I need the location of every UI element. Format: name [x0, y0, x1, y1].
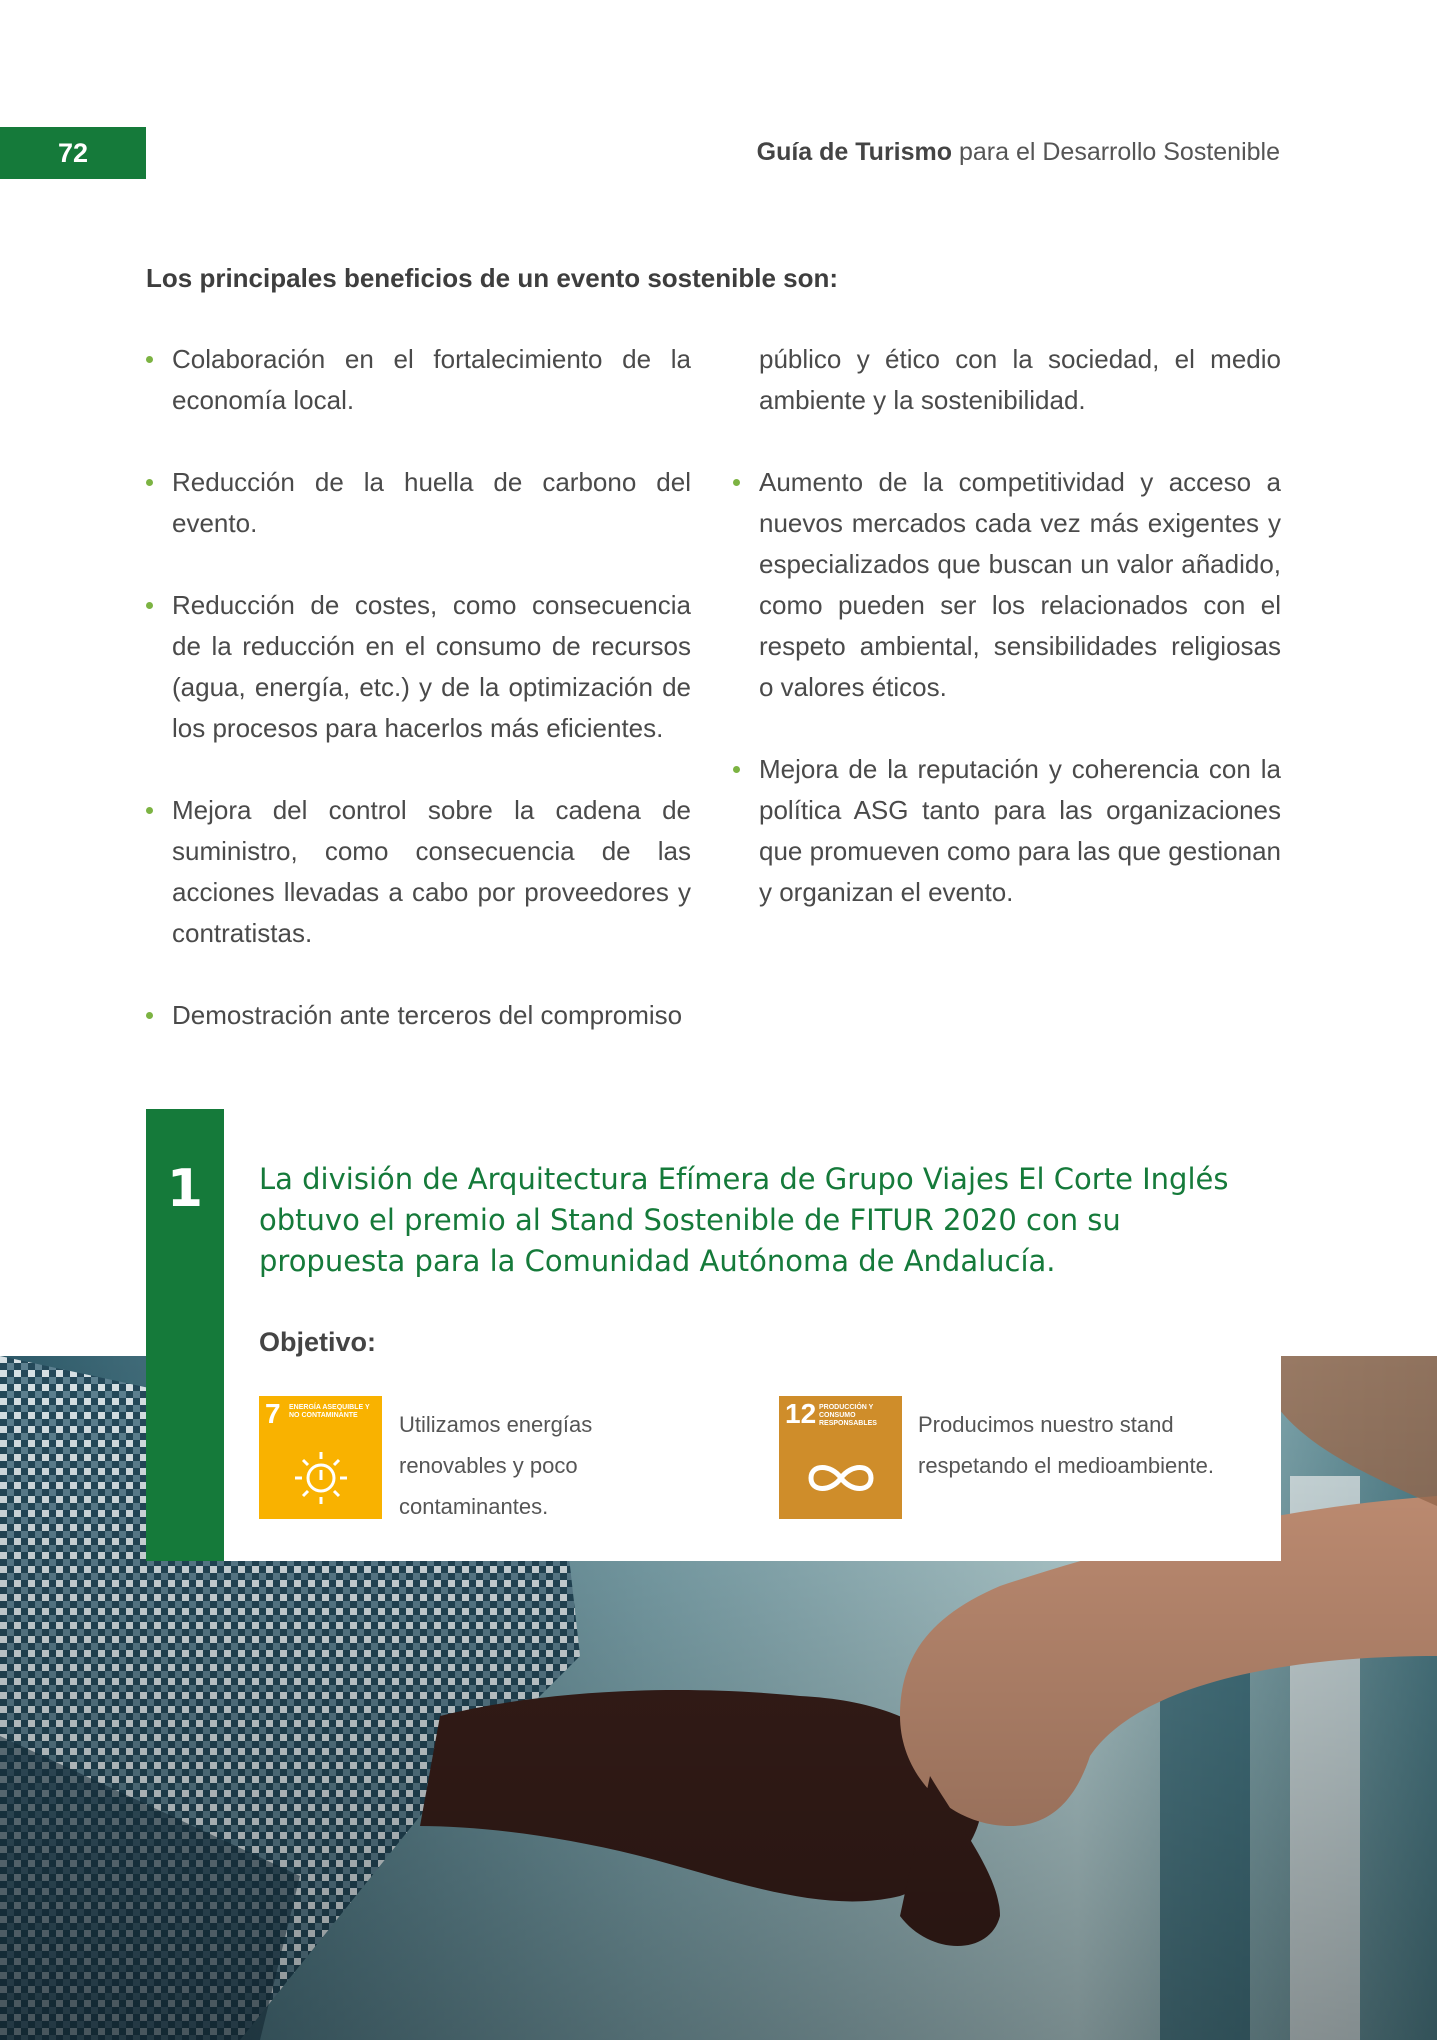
bullet-item: Mejora de la reputación y coherencia con la política ASG tanto para las organizaciones que promueven como para las que gestionan y organizan el evento.	[733, 749, 1281, 913]
sdg-7-text: Utilizamos energías renovables y poco contaminantes.	[399, 1412, 593, 1519]
sdg-12-text: Producimos nuestro stand respetando el medioambiente.	[918, 1412, 1214, 1478]
sdg-7-badge	[259, 1396, 382, 1519]
case-study-bar	[146, 1109, 224, 1561]
objective-label: Objetivo:	[259, 1327, 377, 1357]
infinity-loop-icon	[779, 1396, 902, 1519]
header-title-bold: Guía de Turismo	[756, 138, 953, 166]
section-heading: Los principales beneficios de un evento sostenible son:	[146, 263, 839, 293]
bullet-item: Demostración ante terceros del compromiso	[146, 995, 691, 1036]
case-study-number: 1	[166, 1159, 204, 1219]
sdg-12-badge	[779, 1396, 902, 1519]
page-number: 72	[57, 137, 89, 168]
right-column	[733, 339, 1281, 954]
sun-power-icon	[259, 1396, 382, 1519]
bullet-item: Aumento de la competitividad y acceso a nuevos mercados cada vez más exigentes y especializados que buscan un valor añadido, como pueden ser los relacionados con el respeto ambiental, sensibilidades religiosas o valores éticos.	[733, 462, 1281, 708]
case-study-box	[146, 1109, 1281, 1561]
bullet-item: Mejora del control sobre la cadena de suministro, como consecuencia de las acciones llevadas a cabo por proveedores y contratistas.	[146, 790, 691, 954]
bullet-item: Colaboración en el fortalecimiento de la economía local.	[146, 339, 691, 421]
sdg-7-label: ENERGÍA ASEQUIBLE Y NO CONTAMINANTE	[289, 1404, 370, 1419]
bullet-item: Reducción de costes, como consecuencia de la reducción en el consumo de recursos (agua, energía, etc.) y de la optimización de los procesos para hacerlos más eficientes.	[146, 585, 691, 749]
sdg-12-label: PRODUCCIÓN Y CONSUMO RESPONSABLES	[819, 1404, 877, 1427]
header-title-rest: para el Desarrollo Sostenible	[952, 138, 1280, 166]
sdg-7-number: 7	[265, 1398, 281, 1429]
left-column	[146, 339, 691, 1077]
sdg-12-number: 12	[785, 1398, 817, 1429]
bullet-continuation: público y ético con la sociedad, el medio ambiente y la sostenibilidad.	[759, 344, 1281, 415]
bullet-item: Reducción de la huella de carbono del evento.	[146, 462, 691, 544]
case-study-title: La división de Arquitectura Efímera de Grupo Viajes El Corte Inglés obtuvo el premio al Stand Sostenible de FITUR 2020 con su propuesta para la Comunidad Autónoma de Andalucía.	[259, 1162, 1229, 1278]
page-number-tab	[0, 127, 146, 179]
running-header	[757, 138, 1280, 167]
